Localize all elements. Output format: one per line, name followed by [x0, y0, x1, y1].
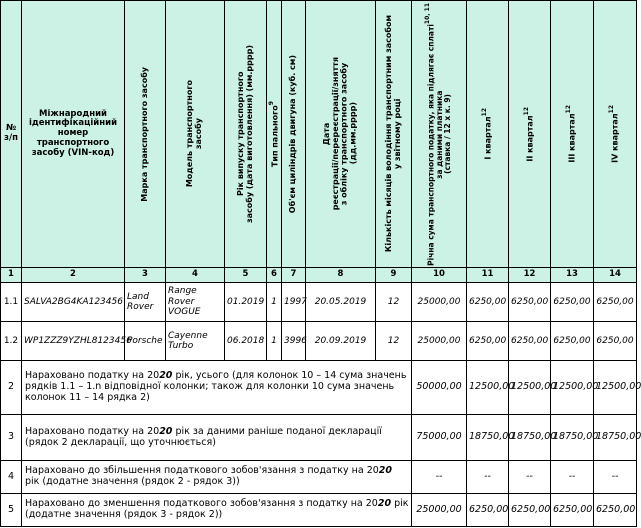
- header-make: Марка транспортного засобу: [125, 1, 166, 268]
- header-fuel: Тип пального$^9$: [267, 1, 282, 268]
- summary-q2: --: [509, 461, 551, 494]
- summary-row: [1, 361, 637, 415]
- summary-q3: 18750,00: [551, 415, 594, 461]
- column-number: 5: [225, 268, 267, 283]
- vehicle-row: [1, 322, 637, 361]
- vehicle-row-number: 1.2: [1, 322, 22, 361]
- column-number: 9: [376, 268, 412, 283]
- summary-description: Нараховано податку на 2020 рік за даними раніше поданої декларації (рядок 2 декларації, що уточнюється): [22, 415, 412, 461]
- summary-q4: 18750,00: [594, 415, 637, 461]
- header-volume: Об'єм циліндрів двигуна (куб. см): [282, 1, 306, 268]
- summary-description: Нараховано до зменшення податкового зобов'язання з податку на 2020 рік (додатне значення (рядок 3 - рядок 2)): [22, 494, 412, 527]
- summary-q4: 6250,00: [594, 494, 637, 527]
- column-number: 2: [22, 268, 125, 283]
- vehicle-year: 06.2018: [225, 322, 267, 361]
- header-q1: І квартал$^{12}$: [467, 1, 509, 268]
- vehicle-months: 12: [376, 322, 412, 361]
- vehicle-q1: 6250,00: [467, 283, 509, 322]
- vehicle-model: Cayenne Turbo: [166, 322, 225, 361]
- summary-annual: 50000,00: [412, 361, 467, 415]
- summary-row: [1, 415, 637, 461]
- vehicle-make: Porsche: [125, 322, 166, 361]
- vehicle-row: [1, 283, 637, 322]
- summary-row-number: 4: [1, 461, 22, 494]
- summary-row: [1, 494, 637, 527]
- vehicle-q1: 6250,00: [467, 322, 509, 361]
- vehicle-q4: 6250,00: [594, 322, 637, 361]
- vehicle-q2: 6250,00: [509, 322, 551, 361]
- header-q3: ІІІ квартал$^{12}$: [551, 1, 594, 268]
- header-row: [1, 1, 637, 268]
- column-number: 4: [166, 268, 225, 283]
- summary-row: [1, 461, 637, 494]
- header-date: Дата реєстрації/перереєстрації/зняття з обліку транспортного засобу (дд.мм.рррр): [306, 1, 376, 268]
- vehicle-q3: 6250,00: [551, 322, 594, 361]
- header-year: Рік випуску транспортного засобу (дата виготовлення) (мм.рррр): [225, 1, 267, 268]
- column-number: 13: [551, 268, 594, 283]
- column-number: 1: [1, 268, 22, 283]
- vehicle-volume: 3996: [282, 322, 306, 361]
- summary-q1: 18750,00: [467, 415, 509, 461]
- vehicle-annual: 25000,00: [412, 322, 467, 361]
- summary-annual: --: [412, 461, 467, 494]
- column-number-row: [1, 268, 637, 283]
- header-row-number: № з/п: [1, 1, 22, 268]
- vehicle-vin: SALVA2BG4KA123456: [22, 283, 125, 322]
- summary-q3: 6250,00: [551, 494, 594, 527]
- summary-q2: 12500,00: [509, 361, 551, 415]
- column-number: 14: [594, 268, 637, 283]
- summary-description: Нараховано податку на 2020 рік, усього (для колонок 10 – 14 сума значень рядків 1.1 – 1.n відповідної колонки; також для колонки 10 сума значень колонок 11 – 14 рядка 2): [22, 361, 412, 415]
- column-number: 3: [125, 268, 166, 283]
- summary-q1: 12500,00: [467, 361, 509, 415]
- vehicle-volume: 1997: [282, 283, 306, 322]
- header-months: Кількість місяців володіння транспортним засобом у звітному році: [376, 1, 412, 268]
- vehicle-date: 20.05.2019: [306, 283, 376, 322]
- header-vin: Міжнародний ідентифікаційний номер транспортного засобу (VIN-код): [22, 1, 125, 268]
- vehicle-q3: 6250,00: [551, 283, 594, 322]
- summary-row-number: 3: [1, 415, 22, 461]
- column-number: 12: [509, 268, 551, 283]
- summary-q4: --: [594, 461, 637, 494]
- vehicle-months: 12: [376, 283, 412, 322]
- summary-q1: --: [467, 461, 509, 494]
- summary-annual: 75000,00: [412, 415, 467, 461]
- summary-q2: 18750,00: [509, 415, 551, 461]
- column-number: 7: [282, 268, 306, 283]
- vehicle-fuel: 1: [267, 322, 282, 361]
- summary-q1: 6250,00: [467, 494, 509, 527]
- header-annual: Річна сума транспортного податку, яка підлягає сплаті$^{10, 11}$ за даними платника (ставка / 12 х к. 9): [412, 1, 467, 268]
- summary-q4: 12500,00: [594, 361, 637, 415]
- summary-annual: 25000,00: [412, 494, 467, 527]
- vehicle-q4: 6250,00: [594, 283, 637, 322]
- vehicle-model: Range Rover VOGUE: [166, 283, 225, 322]
- vehicle-date: 20.09.2019: [306, 322, 376, 361]
- summary-row-number: 2: [1, 361, 22, 415]
- column-number: 11: [467, 268, 509, 283]
- vehicle-vin: WP1ZZZ9YZHL8123456: [22, 322, 125, 361]
- vehicle-annual: 25000,00: [412, 283, 467, 322]
- summary-q3: 12500,00: [551, 361, 594, 415]
- header-q4: IV квартал$^{12}$: [594, 1, 637, 268]
- summary-q2: 6250,00: [509, 494, 551, 527]
- header-model: Модель транспортного засобу: [166, 1, 225, 268]
- vehicle-fuel: 1: [267, 283, 282, 322]
- column-number: 10: [412, 268, 467, 283]
- vehicle-q2: 6250,00: [509, 283, 551, 322]
- vehicle-year: 01.2019: [225, 283, 267, 322]
- vehicle-row-number: 1.1: [1, 283, 22, 322]
- column-number: 8: [306, 268, 376, 283]
- summary-description: Нараховано до збільшення податкового зобов'язання з податку на 2020 рік (додатне значення (рядок 2 - рядок 3)): [22, 461, 412, 494]
- header-q2: ІІ квартал$^{12}$: [509, 1, 551, 268]
- summary-q3: --: [551, 461, 594, 494]
- summary-row-number: 5: [1, 494, 22, 527]
- vehicle-make: Land Rover: [125, 283, 166, 322]
- column-number: 6: [267, 268, 282, 283]
